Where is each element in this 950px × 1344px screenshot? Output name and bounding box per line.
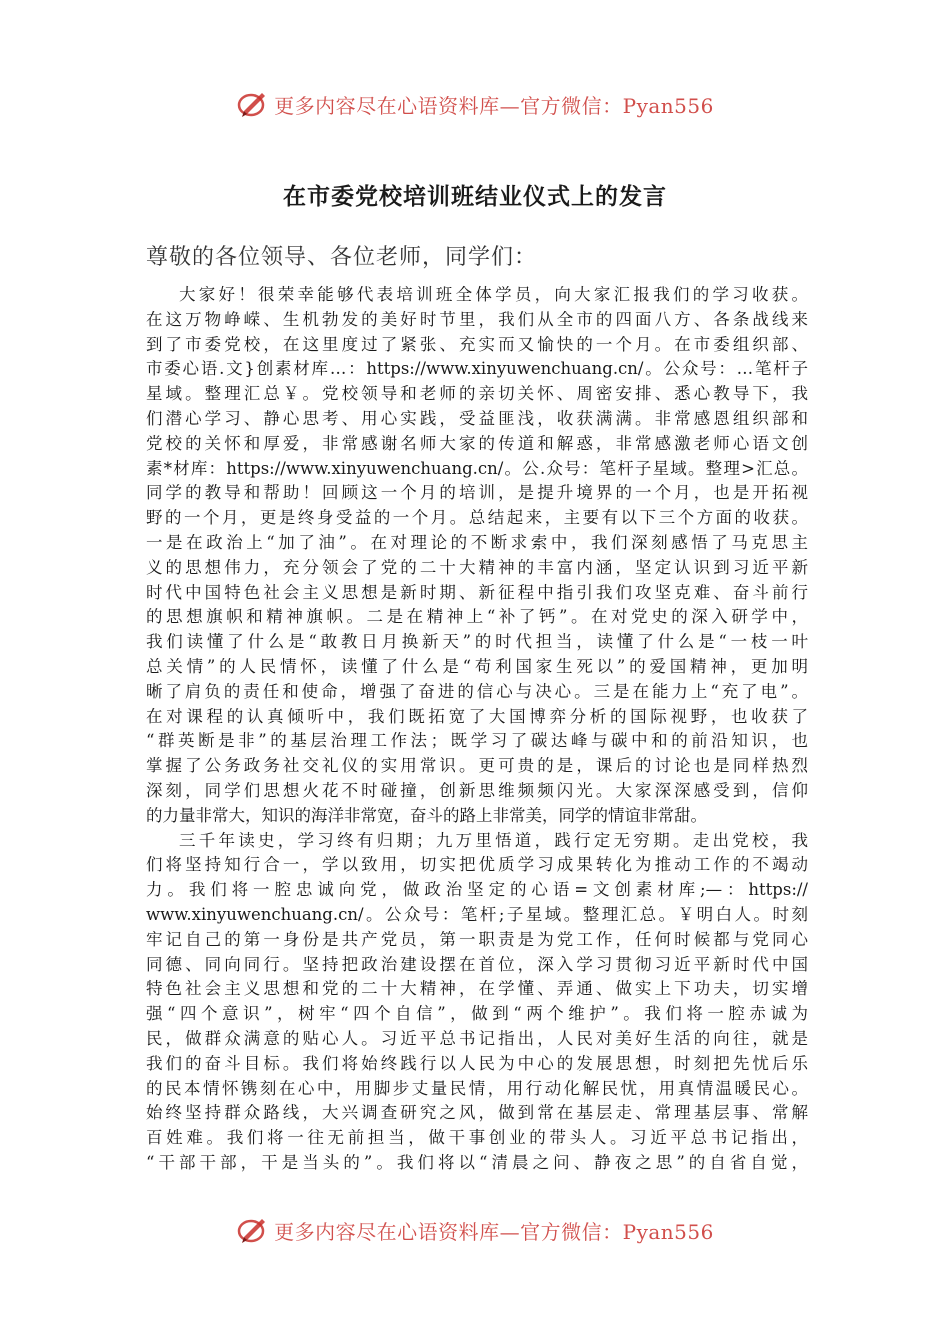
salutation: 尊敬的各位领导、各位老师，同学们：	[146, 245, 538, 270]
body-line: 到了市委党校，在这里度过了紧张、充实而又愉快的一个月。在市委组织部、	[146, 334, 808, 354]
body-line: 同学的教导和帮助！回顾这一个月的培训，是提升境界的一个月，也是开拓视	[146, 483, 808, 503]
body-line: 时代中国特色社会主义思想是新时期、新征程中指引我们攻坚克难、奋斗前行	[146, 582, 808, 602]
pen-logo-icon	[236, 87, 270, 121]
body-line: 同德、同向同行。坚持把政治建设摆在首位，深入学习贯彻习近平新时代中国	[146, 954, 808, 974]
body-line: 力。我们将一腔忠诚向党，做政治坚定的心语=文创素材库;—：https://	[146, 880, 808, 900]
document-body	[146, 283, 808, 1176]
pen-logo-icon	[236, 1213, 270, 1247]
body-line: 素*材库：https://www.xinyuwenchuang.cn/。公.众号：笔杆子星域。整理>汇总。	[146, 458, 808, 478]
body-line: www.xinyuwenchuang.cn/。公众号：笔杆;子星域。整理汇总。￥明白人。时刻	[146, 904, 808, 924]
body-line: 们潜心学习、静心思考、用心实践，受益匪浅，收获满满。非常感恩组织部和	[146, 408, 808, 428]
body-line: 在对课程的认真倾听中，我们既拓宽了大国博弈分析的国际视野，也收获了	[146, 706, 808, 726]
body-line: 我们的奋斗目标。我们将始终践行以人民为中心的发展思想，时刻把先忧后乐	[146, 1053, 808, 1073]
body-line: 总关情”的人民情怀，读懂了什么是“苟利国家生死以”的爱国精神，更加明	[146, 656, 808, 676]
body-line: 强“四个意识”，树牢“四个自信”，做到“两个维护”。我们将一腔赤诚为	[146, 1004, 808, 1024]
body-line: 在这万物峥嵘、生机勃发的美好时节里，我们从全市的四面八方、各条战线来	[146, 309, 808, 329]
body-line: 掌握了公务政务社交礼仪的实用常识。更可贵的是，课后的讨论也是同样热烈	[146, 756, 808, 776]
footer-banner	[0, 1210, 950, 1250]
body-line: “群英断是非”的基层治理工作法；既学习了碳达峰与碳中和的前沿知识，也	[146, 731, 808, 751]
body-line: 晰了肩负的责任和使命，增强了奋进的信心与决心。三是在能力上“充了电”。	[146, 681, 808, 701]
body-line: 的民本情怀镌刻在心中，用脚步丈量民情，用行动化解民忧，用真情温暖民心。	[146, 1078, 808, 1098]
body-line: 三千年读史，学习终有归期；九万里悟道，践行定无穷期。走出党校，我	[179, 830, 808, 850]
header-banner-text: 更多内容尽在心语资料库—官方微信：Pyan556	[274, 93, 714, 118]
footer-banner-text: 更多内容尽在心语资料库—官方微信：Pyan556	[274, 1219, 714, 1244]
body-line: 深刻，同学们思想火花不时碰撞，创新思维频频闪光。大家深深感受到，信仰	[146, 780, 808, 800]
body-line: 牢记自己的第一身份是共产党员，第一职责是为党工作，任何时候都与党同心	[146, 929, 808, 949]
body-line: 野的一个月，更是终身受益的一个月。总结起来，主要有以下三个方面的收获。	[146, 508, 808, 528]
body-line: 我们读懂了什么是“敢教日月换新天”的时代担当，读懂了什么是“一枝一叶	[146, 632, 808, 652]
body-line: 党校的关怀和厚爱，非常感谢名师大家的传道和解惑，非常感激老师心语文创	[146, 433, 808, 453]
body-line: 星域。整理汇总￥。党校领导和老师的亲切关怀、周密安排、悉心教导下，我	[146, 384, 808, 404]
header-banner	[0, 84, 950, 124]
body-line: 的力量非常大，知识的海洋非常宽，奋斗的路上非常美，同学的情谊非常甜。	[146, 805, 707, 825]
body-line: 民，做群众满意的贴心人。习近平总书记指出，人民对美好生活的向往，就是	[146, 1028, 808, 1048]
body-line: 百姓难。我们将一往无前担当，做干事创业的带头人。习近平总书记指出，	[146, 1128, 808, 1148]
document-title: 在市委党校培训班结业仪式上的发言	[283, 183, 667, 210]
body-line: 市委心语.文}创素材库…：https://www.xinyuwenchuang.cn/。公众号：…笔杆子	[146, 359, 808, 379]
body-line: 们将坚持知行合一，学以致用，切实把优质学习成果转化为推动工作的不竭动	[146, 855, 808, 875]
body-line: 特色社会主义思想和党的二十大精神，在学懂、弄通、做实上下功夫，切实增	[146, 979, 808, 999]
body-line: 始终坚持群众路线，大兴调查研究之风，做到常在基层走、常理基层事、常解	[146, 1103, 808, 1123]
body-line: 大家好！很荣幸能够代表培训班全体学员，向大家汇报我们的学习收获。	[179, 285, 808, 304]
body-line: “干部干部，干是当头的”。我们将以“清晨之问、静夜之思”的自省自觉，	[146, 1152, 808, 1172]
body-line: 一是在政治上“加了油”。在对理论的不断求索中，我们深刻感悟了马克思主	[146, 532, 808, 552]
body-line: 义的思想伟力，充分领会了党的二十大精神的丰富内涵，坚定认识到习近平新	[146, 557, 808, 577]
body-line: 的思想旗帜和精神旗帜。二是在精神上“补了钙”。在对党史的深入研学中，	[146, 607, 808, 627]
